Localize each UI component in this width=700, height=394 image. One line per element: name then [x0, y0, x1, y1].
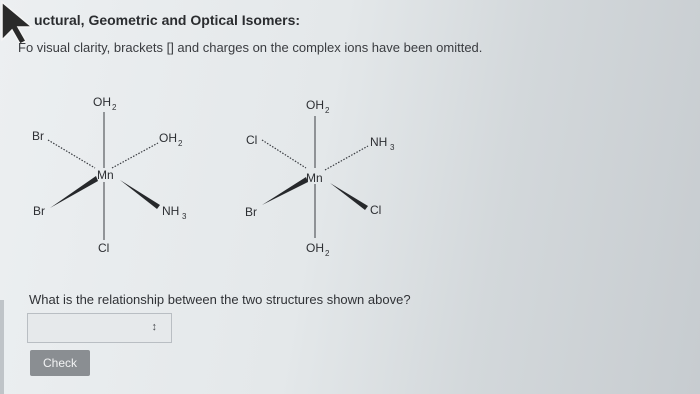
label-left-upperleft: Br: [32, 129, 44, 143]
bond-right-upperright: [325, 146, 368, 170]
label-right-upperright: NH: [370, 135, 388, 149]
question-text: What is the relationship between the two structures shown above?: [29, 292, 411, 307]
label-left-bottom: Cl: [98, 241, 110, 255]
bond-left-upperright: [112, 143, 158, 168]
label-right-lowerleft: Br: [245, 205, 257, 219]
label-left-lowerright-sub: 3: [182, 212, 187, 221]
label-left-top: OH: [93, 95, 111, 109]
page-subtitle: Fo visual clarity, brackets [] and charges on the complex ions have been omitted.: [18, 40, 483, 55]
bond-right-lowerleft: [262, 177, 308, 205]
relationship-select[interactable]: [27, 313, 172, 343]
select-arrows-icon: ↕: [151, 321, 157, 333]
label-right-top: OH: [306, 98, 324, 112]
check-button[interactable]: Check: [30, 350, 90, 376]
label-right-lowerright: Cl: [370, 203, 382, 217]
label-left-lowerleft: Br: [33, 204, 45, 218]
label-left-center: Mn: [97, 168, 114, 182]
structure-left: [32, 95, 187, 255]
label-right-top-sub: 2: [325, 106, 330, 115]
label-right-center: Mn: [306, 171, 323, 185]
label-left-lowerright: NH: [162, 204, 180, 218]
bond-right-lowerright: [330, 183, 368, 210]
label-right-bottom-sub: 2: [325, 249, 330, 258]
label-left-upperright-sub: 2: [178, 139, 183, 148]
bond-left-upperleft: [48, 140, 95, 168]
page-edge-shadow: [0, 300, 4, 394]
page-title: uctural, Geometric and Optical Isomers:: [34, 12, 301, 28]
bond-right-upperleft: [262, 140, 306, 168]
label-right-upperleft: Cl: [246, 133, 258, 147]
bond-left-lowerleft: [50, 176, 98, 208]
label-left-upperright: OH: [159, 131, 177, 145]
label-right-upperright-sub: 3: [390, 143, 395, 152]
bond-left-lowerright: [120, 180, 160, 209]
label-left-top-sub: 2: [112, 103, 117, 112]
label-right-bottom: OH: [306, 241, 324, 255]
structure-right: [245, 98, 395, 258]
